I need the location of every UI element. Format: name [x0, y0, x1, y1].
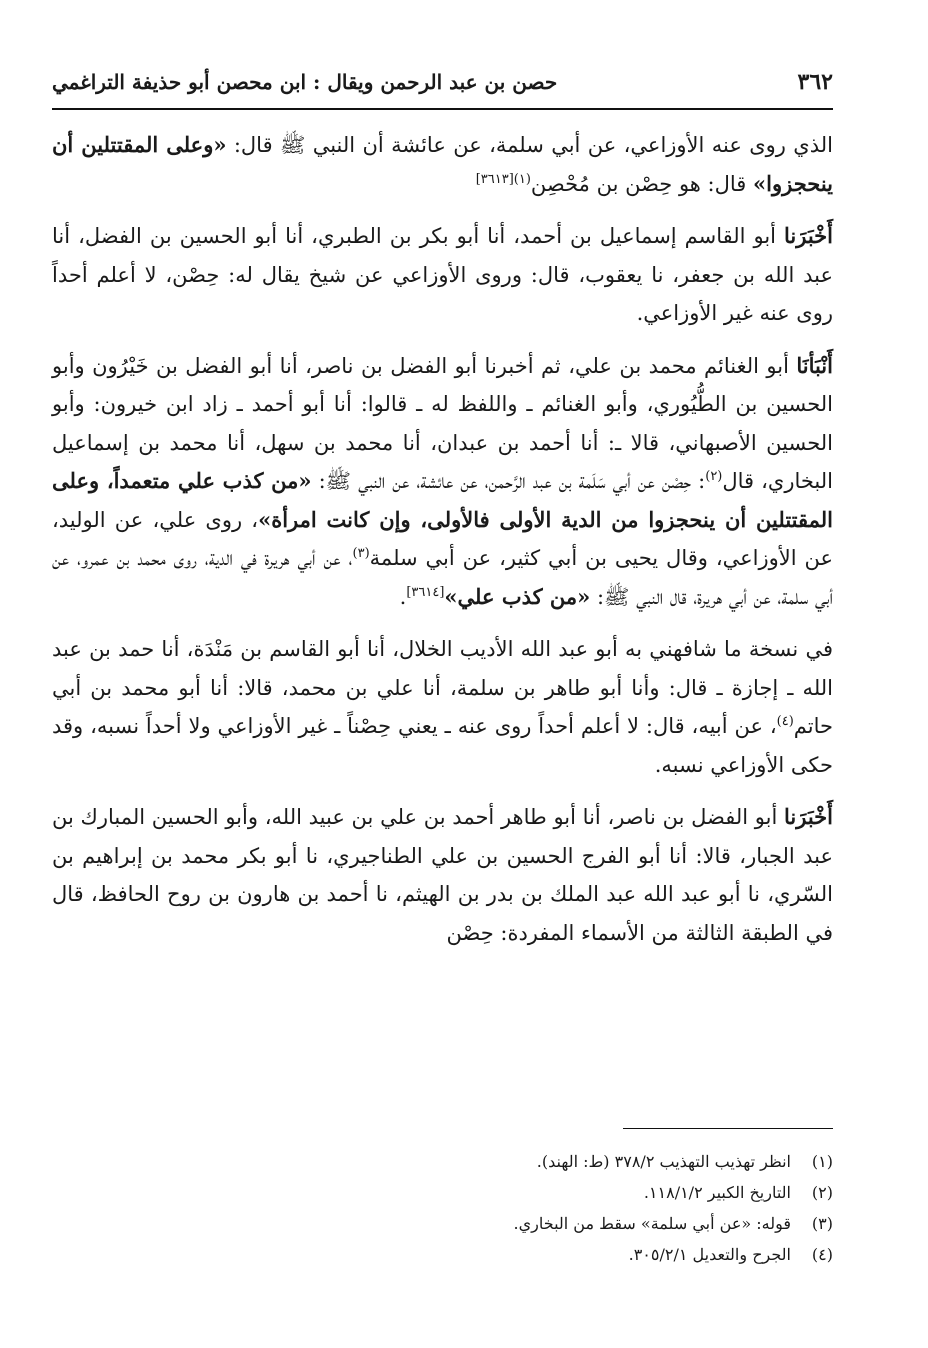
text-run: الذي روى عنه الأوزاعي، عن أبي سلمة، عن عائشة أن النبي ﷺ قال: — [226, 133, 834, 157]
text-run: . — [399, 584, 407, 609]
reference-marker: (١) — [513, 171, 531, 187]
hadith-quote: «من كذب علي متعمداً، وعلى المقتتلين أن ينحجزوا من الدية الأولى فالأولى، وإن كانت امرأة» — [52, 468, 833, 532]
footnote-rule — [623, 1128, 833, 1129]
text-run: أبو الغنائم محمد بن علي، ثم أخبرنا أبو الفضل بن ناصر، أنا أبو الفضل بن خَيْرُون وأبو الحسين بن الطُّيُوري، وأبو الغنائم ـ واللفظ له ـ قالوا: أنا أبو أحمد ـ زاد ابن خيرون: وأبو الحسين الأصبهاني، قالا ـ: أنا أحمد بن عبدان، أنا محمد بن سهل، أنا محمد بن إسماعيل البخاري، قال — [52, 353, 834, 493]
footnote-number: (٣) — [811, 1214, 833, 1233]
text-run: أبو القاسم إسماعيل بن أحمد، أنا أبو بكر بن الطبري، أنا أبو الحسين بن الفضل، أنا عبد الله بن جعفر، نا يعقوب، قال: وروى الأوزاعي عن شيخ يقال له: حِصْن، لا أعلم أحداً روى عنه غير الأوزاعي. — [52, 224, 833, 325]
reference-marker: [٣٦١٤] — [406, 584, 445, 600]
paragraph — [52, 347, 833, 617]
footnote-number: (٢) — [811, 1183, 833, 1202]
footnote — [52, 1177, 833, 1208]
text-run: في نسخة ما شافهني به أبو عبد الله الأديب الخلال، أنا أبو القاسم بن مَنْدَة، أنا حمد بن عبد الله ـ إجازة ـ قال: وأنا أبو طاهر بن سلمة، أنا علي بن محمد، قالا: أنا أبو محمد بن أبي حاتم — [52, 637, 833, 738]
running-header — [52, 62, 833, 102]
text-run: قال: هو حِصْن بن مُحْصِن — [530, 171, 754, 196]
hadith-quote: «وعلى المقتتلين أن ينحجزوا» — [52, 132, 833, 196]
hadith-quote: «من كذب علي» — [444, 583, 591, 609]
footnote — [52, 1146, 833, 1177]
reference-marker: (٢) — [705, 469, 723, 484]
paragraph-lead: أَنْبَأنَا — [796, 352, 833, 378]
paragraph — [52, 126, 833, 203]
footnotes — [52, 1146, 833, 1270]
header-rule — [52, 108, 833, 110]
body-text — [52, 126, 833, 966]
footnote-text: التاريخ الكبير ١١٨/١/٢. — [643, 1183, 791, 1202]
footnote-text: الجرح والتعديل ٣٠٥/٢/١. — [628, 1245, 791, 1264]
text-run: ، روى علي، عن الوليد، عن الأوزاعي، وقال يحيى بن أبي كثير، عن أبي سلمة — [52, 507, 833, 570]
footnote-number: (١) — [811, 1152, 833, 1171]
paragraph-lead: أَخْبَرَنا — [784, 804, 833, 829]
reference-marker: [٣٦١٣] — [475, 171, 514, 187]
footnote-text: قوله: «عن أبي سلمة» سقط من البخاري. — [513, 1214, 791, 1233]
text-run: ، عن أبيه، قال: لا أعلم أحداً روى عنه ـ يعني حِصْناً ـ غير الأوزاعي ولا أحداً نسبه، وقد حكى الأوزاعي نسبه. — [52, 714, 833, 777]
reference-marker: (٣) — [352, 546, 370, 561]
page-number: ٣٦٢ — [797, 69, 833, 95]
footnote — [52, 1239, 833, 1270]
paragraph — [52, 217, 833, 333]
paragraph-lead: أَخْبَرَنا — [784, 223, 833, 248]
paragraph — [52, 630, 833, 784]
text-run: ، عن أبي هريرة في الدية، روى محمد بن عمرو، عن أبي سلمة، عن أبي هريرة، قال النبي ﷺ: — [52, 546, 833, 609]
running-title: حصن بن عبد الرحمن ويقال : ابن محصن أبو حذيفة التراغمي — [52, 70, 558, 94]
paragraph — [52, 798, 833, 952]
text-run: أبو الفضل بن ناصر، أنا أبو طاهر أحمد بن علي بن عبيد الله، وأبو الحسين المبارك بن عبد الجبار، قالا: أنا أبو الفرج الحسين بن علي الطناجيري، نا أبو بكر محمد بن إبراهيم بن السّري، نا أبو عبد الله عبد الملك بن بدر بن الهيثم، نا أحمد بن هارون بن روح الحافظ، قال في الطبقة الثالثة من الأسماء المفردة: حِصْن — [52, 805, 833, 945]
book-page — [52, 0, 833, 1348]
footnote — [52, 1208, 833, 1239]
reference-marker: (٤) — [776, 714, 794, 729]
footnote-text: انظر تهذيب التهذيب ٣٧٨/٢ (ط: الهند). — [536, 1152, 791, 1171]
footnote-number: (٤) — [811, 1245, 833, 1264]
text-run: : حِصْن عن أبي سَلَمة بن عبد الرَّحمن، عن عائشة، عن النبي ﷺ: — [311, 469, 706, 493]
